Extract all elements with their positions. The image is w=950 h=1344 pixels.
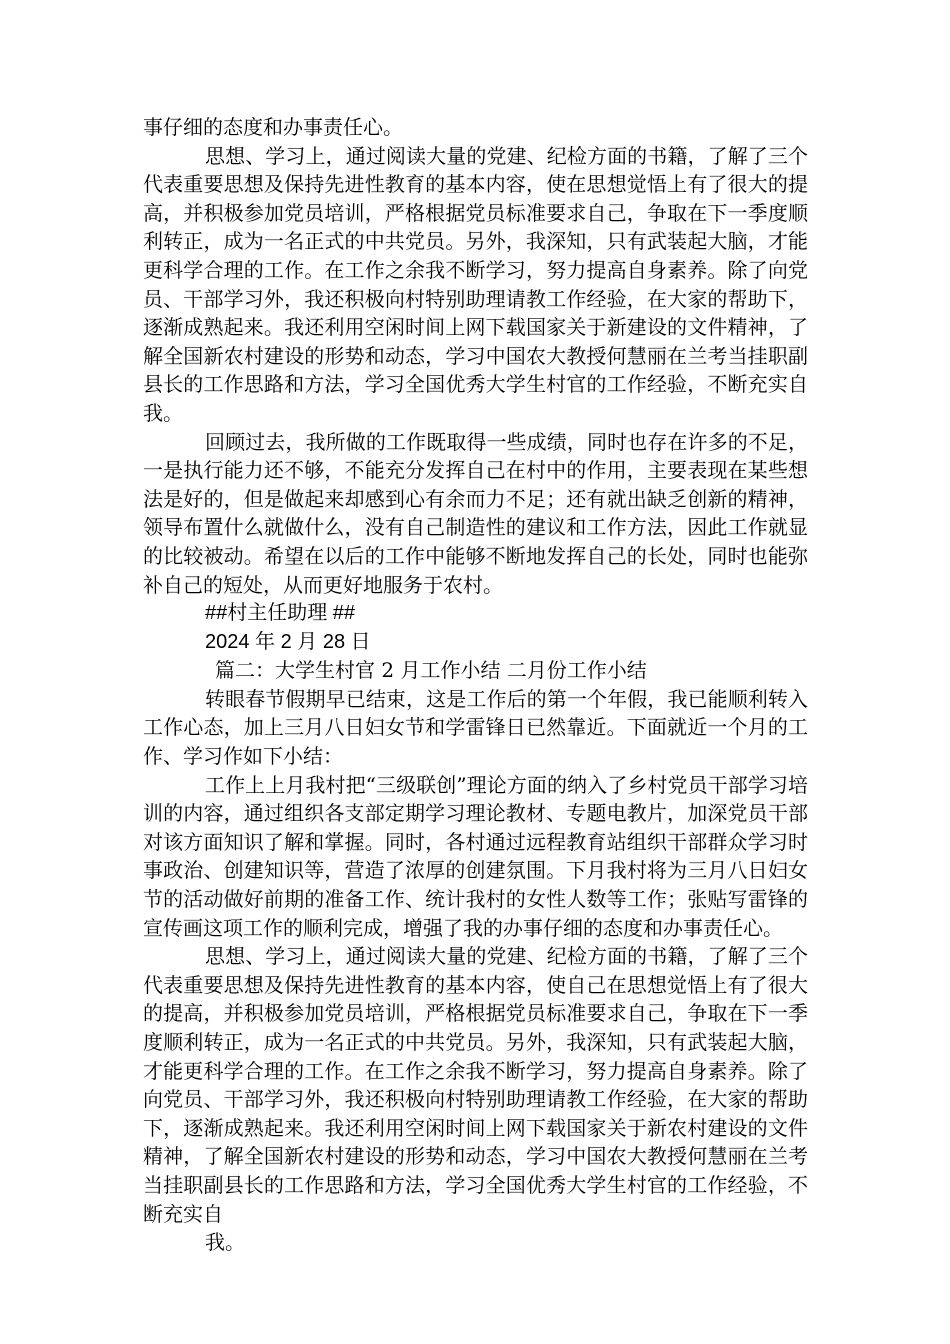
document-page <box>143 113 808 1257</box>
signature-date: 2024 年 2 月 28 日 <box>205 630 371 653</box>
paragraph-continuation: 事仔细的态度和办事责任心。 <box>143 115 403 139</box>
section-paragraph-work: 工作上上月我村把“三级联创”理论方面的纳入了乡村党员干部学习培训的内容，通过组织各支部定期学习理论教材、专题电教片，加深党员干部对该方面知识了解和掌握。同时，各村通过远程教育站组织干部群众学习时事政治、创建知识等，营造了浓厚的创建氛围。下月我村将为三月八日妇女节的活动做好前期的准备工作、统计我村的女性人数等工作；张贴写雷锋的宣传画这项工作的顺利完成，增强了我的办事仔细的态度和办事责任心。 <box>143 772 808 940</box>
section-paragraph-intro: 转眼春节假期早已结束，这是工作后的第一个年假，我已能顺利转入工作心态，加上三月八日妇女节和学雷锋日已然靠近。下面就近一个月的工作、学习作如下小结： <box>143 686 808 769</box>
section-heading: 篇二：大学生村官 2 月工作小结 二月份工作小结 <box>215 658 647 683</box>
signature-title: ##村主任助理 ## <box>205 602 356 625</box>
paragraph-review: 回顾过去，我所做的工作既取得一些成绩，同时也存在许多的不足，一是执行能力还不够，不能充分发挥自己在村中的作用，主要表现在某些想法是好的，但是做起来却感到心有余而力不足；还有就出缺乏创新的精神，领导布置什么就做什么，没有自己制造性的建议和工作方法，因此工作就显的比较被动。希望在以后的工作中能够不断地发挥自己的长处，同时也能弥补自己的短处，从而更好地服务于农村。 <box>143 429 808 597</box>
section-paragraph-study: 思想、学习上，通过阅读大量的党建、纪检方面的书籍，了解了三个代表重要思想及保持先进性教育的基本内容，使自己在思想觉悟上有了很大的提高，并积极参加党员培训，严格根据党员标准要求自己，争取在下一季度顺利转正，成为一名正式的中共党员。另外，我深知，只有武装起大脑，才能更科学合理的工作。在工作之余我不断学习，努力提高自身素养。除了向党员、干部学习外，我还积极向村特别助理请教工作经验，在大家的帮助下，逐渐成熟起来。我还利用空闲时间上网下载国家关于新农村建设的文件精神，了解全国新农村建设的形势和动态，学习中国农大教授何慧丽在兰考当挂职副县长的工作思路和方法，学习全国优秀大学生村官的工作经验，不断充实自 <box>143 944 808 1226</box>
paragraph-study: 思想、学习上，通过阅读大量的党建、纪检方面的书籍，了解了三个代表重要思想及保持先进性教育的基本内容，使在思想觉悟上有了很大的提高，并积极参加党员培训，严格根据党员标准要求自己，争取在下一季度顺利转正，成为一名正式的中共党员。另外，我深知，只有武装起大脑，才能更科学合理的工作。在工作之余我不断学习，努力提高自身素养。除了向党员、干部学习外，我还积极向村特别助理请教工作经验，在大家的帮助下，逐渐成熟起来。我还利用空闲时间上网下载国家关于新建设的文件精神，了解全国新农村建设的形势和动态，学习中国农大教授何慧丽在兰考当挂职副县长的工作思路和方法，学习全国优秀大学生村官的工作经验，不断充实自我。 <box>143 143 808 425</box>
paragraph-tail: 我。 <box>205 1230 245 1255</box>
